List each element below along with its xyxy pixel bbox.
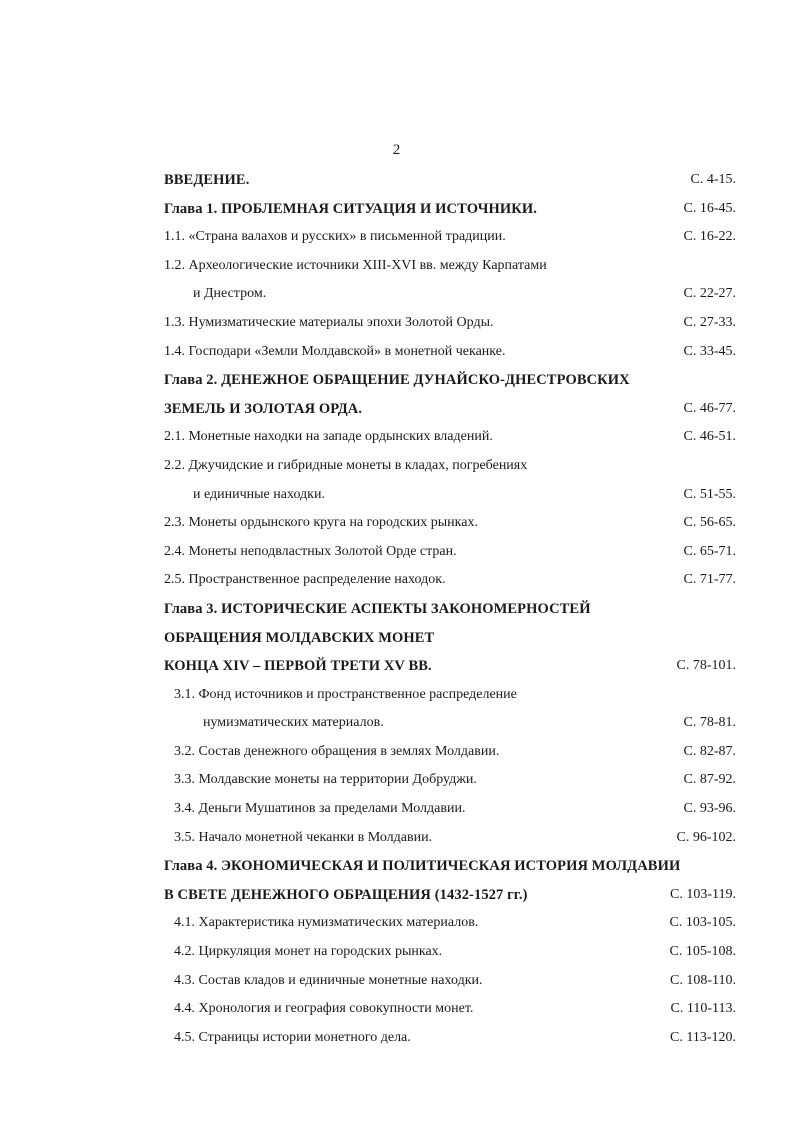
toc-entry-page: С. 87-92. xyxy=(683,772,736,788)
toc-entry xyxy=(0,709,793,738)
toc-entry-title: 2.5. Пространственное распределение находок. xyxy=(164,572,446,588)
toc-entry-title: 2.2. Джучидские и гибридные монеты в кладах, погребениях xyxy=(164,457,528,473)
toc-entry-title: нумизматических материалов. xyxy=(203,715,384,731)
toc-entry xyxy=(0,423,793,452)
toc-entry xyxy=(0,509,793,538)
table-of-contents xyxy=(0,166,793,1052)
toc-entry-title: и Днестром. xyxy=(193,286,267,302)
toc-entry xyxy=(0,795,793,824)
toc-entry xyxy=(0,681,793,710)
toc-entry xyxy=(0,909,793,938)
toc-entry-title: 3.2. Состав денежного обращения в землях Молдавии. xyxy=(174,743,500,759)
toc-entry xyxy=(0,566,793,595)
toc-entry-page: С. 78-81. xyxy=(683,715,736,731)
toc-entry-title: 2.3. Монеты ордынского круга на городских рынках. xyxy=(164,515,478,531)
toc-entry-title: 4.1. Характеристика нумизматических материалов. xyxy=(174,915,479,931)
toc-entry-title: ЗЕМЕЛЬ И ЗОЛОТАЯ ОРДА. xyxy=(164,400,363,417)
toc-entry-title: 2.1. Монетные находки на западе ордынских владений. xyxy=(164,429,493,445)
toc-entry xyxy=(0,338,793,367)
toc-entry-page: С. 16-22. xyxy=(683,229,736,245)
toc-entry-title: 3.5. Начало монетной чеканки в Молдавии. xyxy=(174,829,433,845)
toc-entry-title: ОБРАЩЕНИЯ МОЛДАВСКИХ МОНЕТ xyxy=(164,629,435,646)
toc-entry xyxy=(0,852,793,881)
toc-entry xyxy=(0,938,793,967)
toc-entry-page: С. 82-87. xyxy=(683,743,736,759)
toc-entry-page: С. 105-108. xyxy=(669,944,736,960)
toc-entry-title: В СВЕТЕ ДЕНЕЖНОГО ОБРАЩЕНИЯ (1432-1527 гг.) xyxy=(164,886,528,903)
toc-entry-page: С. 103-105. xyxy=(669,915,736,931)
toc-entry-page: С. 96-102. xyxy=(676,829,736,845)
toc-entry-title: 1.4. Господари «Земли Молдавской» в монетной чеканке. xyxy=(164,343,506,359)
toc-entry-page: С. 108-110. xyxy=(670,972,736,988)
toc-entry-title: КОНЦА XIV – ПЕРВОЙ ТРЕТИ XV ВВ. xyxy=(164,658,432,675)
toc-entry-title: Глава 3. ИСТОРИЧЕСКИЕ АСПЕКТЫ ЗАКОНОМЕРНОСТЕЙ xyxy=(164,600,591,617)
toc-entry xyxy=(0,595,793,624)
toc-entry-page: С. 22-27. xyxy=(683,286,736,302)
toc-entry-title: 1.1. «Страна валахов и русских» в письменной традиции. xyxy=(164,229,506,245)
toc-entry xyxy=(0,366,793,395)
toc-entry xyxy=(0,624,793,653)
toc-entry-title: 4.3. Состав кладов и единичные монетные находки. xyxy=(174,972,483,988)
toc-entry-page: С. 93-96. xyxy=(683,801,736,817)
toc-entry-page: С. 16-45. xyxy=(683,200,736,216)
toc-entry-title: 4.2. Циркуляция монет на городских рынках. xyxy=(174,944,443,960)
toc-entry-page: С. 113-120. xyxy=(670,1029,736,1045)
toc-entry-page: С. 27-33. xyxy=(683,314,736,330)
toc-entry xyxy=(0,1024,793,1053)
toc-entry-page: С. 65-71. xyxy=(683,543,736,559)
toc-entry-title: Глава 4. ЭКОНОМИЧЕСКАЯ И ПОЛИТИЧЕСКАЯ ИСТОРИЯ МОЛДАВИИ xyxy=(164,858,681,875)
toc-entry xyxy=(0,538,793,567)
toc-entry-page: С. 46-51. xyxy=(683,429,736,445)
toc-entry-title: 3.1. Фонд источников и пространственное распределение xyxy=(174,686,517,702)
toc-entry-page: С. 4-15. xyxy=(690,172,736,187)
toc-entry-page: С. 71-77. xyxy=(683,572,736,588)
toc-entry-title: ВВЕДЕНИЕ. xyxy=(164,172,250,188)
toc-entry xyxy=(0,395,793,424)
toc-entry xyxy=(0,223,793,252)
toc-entry xyxy=(0,738,793,767)
toc-entry-title: 1.2. Археологические источники XIII-XVI вв. между Карпатами xyxy=(164,257,547,273)
toc-entry-page: С. 78-101. xyxy=(676,658,736,674)
toc-entry xyxy=(0,166,793,195)
toc-entry xyxy=(0,309,793,338)
toc-entry-title: 2.4. Монеты неподвластных Золотой Орде стран. xyxy=(164,543,457,559)
toc-entry xyxy=(0,252,793,281)
toc-entry-title: 4.5. Страницы истории монетного дела. xyxy=(174,1029,411,1045)
toc-entry xyxy=(0,652,793,681)
toc-entry xyxy=(0,280,793,309)
toc-entry-page: С. 56-65. xyxy=(683,515,736,531)
toc-entry-title: Глава 2. ДЕНЕЖНОЕ ОБРАЩЕНИЕ ДУНАЙСКО-ДНЕСТРОВСКИХ xyxy=(164,372,630,389)
toc-entry xyxy=(0,195,793,224)
toc-entry-title: 1.3. Нумизматические материалы эпохи Золотой Орды. xyxy=(164,314,494,330)
toc-entry xyxy=(0,881,793,910)
toc-entry xyxy=(0,967,793,996)
toc-entry-title: 3.3. Молдавские монеты на территории Добруджи. xyxy=(174,772,477,788)
toc-entry xyxy=(0,452,793,481)
toc-entry xyxy=(0,766,793,795)
toc-entry xyxy=(0,481,793,510)
toc-entry xyxy=(0,995,793,1024)
toc-entry-title: 4.4. Хронология и география совокупности монет. xyxy=(174,1001,474,1017)
toc-entry-title: Глава 1. ПРОБЛЕМНАЯ СИТУАЦИЯ И ИСТОЧНИКИ. xyxy=(164,200,537,217)
toc-entry-page: С. 46-77. xyxy=(683,400,736,416)
toc-entry-page: С. 51-55. xyxy=(683,486,736,502)
toc-entry-title: 3.4. Деньги Мушатинов за пределами Молдавии. xyxy=(174,801,466,817)
toc-entry-page: С. 110-113. xyxy=(670,1001,736,1017)
toc-entry-page: С. 103-119. xyxy=(670,886,736,902)
toc-entry-page: С. 33-45. xyxy=(683,343,736,359)
toc-entry-title: и единичные находки. xyxy=(193,486,325,502)
toc-entry xyxy=(0,824,793,853)
page-number: 2 xyxy=(392,142,401,158)
